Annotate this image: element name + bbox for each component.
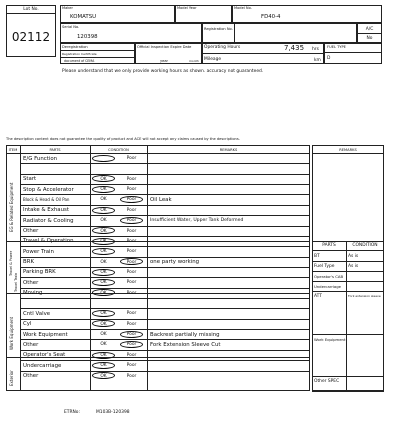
header-item: ITEM [8,148,18,152]
model-no-box [232,5,382,23]
row-part-label: E/G Function [23,155,58,162]
row-ok-mark: OK [100,363,107,369]
poor-circle-mark [120,331,143,338]
row-part-label: Power Train [23,248,54,255]
row-part-label: Moving [23,290,43,297]
row-part-label: Block & Head & Oil Pan [23,196,70,202]
row-poor-mark: Poor [126,259,137,265]
serial-value: 120398 [77,34,98,40]
disclaimer-text: The description content does not guarantee the quality of product and ACE will not accept any claims caused by the descriptions. [6,137,240,141]
fuel-value: D [327,56,331,61]
row-part-label: Radiator & Cooling [23,217,74,224]
lot-number: 02112 [11,30,51,44]
header-condition-right: CONDITION [352,243,378,248]
row-part-label: Cyl [23,321,32,328]
row-part-label: Other [23,279,39,286]
row-part-label: Work Equipment [23,331,68,338]
header-condition: CONDITION [108,148,129,152]
model-no-value: FD40-4 [261,14,281,20]
ok-circle-mark [92,207,115,214]
ok-circle-mark [92,279,115,286]
reg-cert-label: Registration Certificate [62,52,97,56]
row-remark: Backrest partially missing [150,331,220,338]
poor-circle-mark [120,217,143,224]
row-ok-mark: OK [100,238,107,244]
row-poor-mark: Poor [126,249,137,255]
row-part-label: Operator's Seat [23,352,66,359]
row-poor-mark: Poor [126,342,137,348]
hours-label: Operating Hours [204,45,241,50]
ok-circle-mark [92,186,115,193]
month-label: month [189,59,199,63]
right-row-part: Fuel Type [314,263,335,269]
row-ok-mark: OK [100,373,107,379]
header-remarks-right: REMARKS [339,148,357,152]
row-part-label: Intake & Exhaust [23,207,69,214]
row-ok-mark: OK [100,207,107,213]
right-row-part: ATT [314,293,322,299]
notice-text: Please understand that we only provide working hours as shown. accuracy not guaranteed. [62,69,264,74]
row-ok-mark: OK [100,311,107,317]
row-ok-mark: OK [100,249,107,255]
row-poor-mark: Poor [126,332,137,338]
row-poor-mark: Poor [126,238,137,244]
row-ok-mark: OK [100,332,107,338]
row-poor-mark: Poor [126,218,137,224]
maker-label: Maker [62,6,73,10]
row-poor-mark: Poor [126,187,137,193]
registration-label: Registration No. [204,27,233,31]
row-poor-mark: Poor [126,373,137,379]
group-power: Travel & Power [9,250,13,276]
ok-circle-mark [92,352,115,359]
right-row-condition: As is [348,263,359,269]
right-row-part: BT [314,253,320,259]
row-ok-mark: OK [100,228,107,234]
row-poor-mark: Poor [126,321,137,327]
ok-circle-mark [92,269,115,276]
row-poor-mark: Poor [126,290,137,296]
right-row-part: Undercarriage [314,283,342,289]
row-poor-mark: Poor [126,176,137,182]
row-part-label: BRK [23,259,34,266]
row-ok-mark: OK [100,218,107,224]
row-ok-mark: OK [100,259,107,265]
row-ok-mark: OK [100,197,107,203]
row-ok-mark: OK [100,321,107,327]
row-ok-mark: OK [100,269,107,275]
group-travel: Travel Train [14,272,18,292]
row-poor-mark: Poor [126,269,137,275]
footer-label: ETRNo: [64,410,80,415]
inspection-label: Official Inspection Expire Date [137,45,192,49]
header-parts: PARTS [49,148,61,152]
serial-label: Serial No. [62,25,80,29]
model-year-label: Model Year [177,6,197,10]
row-poor-mark: Poor [126,363,137,369]
row-part-label: Other [23,373,39,380]
row-poor-mark: Poor [126,352,137,358]
row-poor-mark: Poor [126,197,137,203]
footer-value: M103B-120398 [96,410,130,415]
fuel-label: FUEL TYPE [327,45,346,49]
right-row-condition: Fork extension sleeve [348,293,381,298]
row-ok-mark: OK [100,342,107,348]
row-part-label: Other [23,341,39,348]
mileage-unit: km [314,58,321,63]
row-poor-mark: Poor [126,311,137,317]
doc-label: document of CEMA [64,59,95,63]
group-engine: EG & Related Equipment [9,182,14,232]
row-poor-mark: Poor [126,156,137,161]
right-row-condition: As is [348,253,359,259]
year-label: year [160,59,169,63]
row-part-label: Stop & Accelerator [23,186,74,193]
serial-box [60,23,202,43]
row-part-label: Start [23,176,37,183]
ok-circle-mark [92,238,115,245]
model-no-label: Model No. [234,6,252,10]
ok-circle-mark [92,155,115,162]
row-ok-mark: OK [100,176,107,182]
ac-label: A/C [365,27,374,32]
right-row-part: Operator's CAB [314,273,344,279]
row-remark: Fork Extension Sleeve Cut [150,341,221,348]
row-ok-mark: OK [100,280,107,286]
maker-value: KOMATSU [70,14,97,20]
header-remarks: REMARKS [219,148,238,152]
row-ok-mark: OK [100,290,107,296]
right-row-part: Work Equipment [314,337,346,342]
hours-unit: hrs [312,47,319,52]
row-remark: Insufficient Water, Upper Tank Deformed [150,217,244,223]
ac-value: No [366,36,373,41]
row-remark: one party working [150,259,200,266]
group-exterior: Exterior [9,370,14,386]
row-part-label: Parking BRK [23,269,56,276]
row-part-label: Cntl Valve [23,310,51,317]
dereg-label: Deregistration [62,45,88,49]
lot-label: Lot No. [23,7,39,12]
row-ok-mark: OK [100,352,107,358]
row-part-label: Other [23,228,39,235]
row-poor-mark: Poor [126,280,137,286]
row-part-label: Undercarriage [23,362,62,369]
ok-circle-mark [92,248,115,255]
group-work: Work Equipment [9,316,14,350]
row-part-label: Travel & Operation [23,238,74,245]
mileage-label: Mileage [204,57,222,62]
row-remark: Oil Leak [150,196,172,203]
hours-value: 7,435 [284,44,305,52]
row-poor-mark: Poor [126,207,137,213]
header-parts-right: PARTS [322,243,336,248]
registration-box [202,23,357,43]
ok-circle-mark [92,362,115,369]
row-poor-mark: Poor [126,228,137,234]
right-row-part: Other SPEC [314,378,340,384]
row-ok-mark: OK [100,187,107,193]
